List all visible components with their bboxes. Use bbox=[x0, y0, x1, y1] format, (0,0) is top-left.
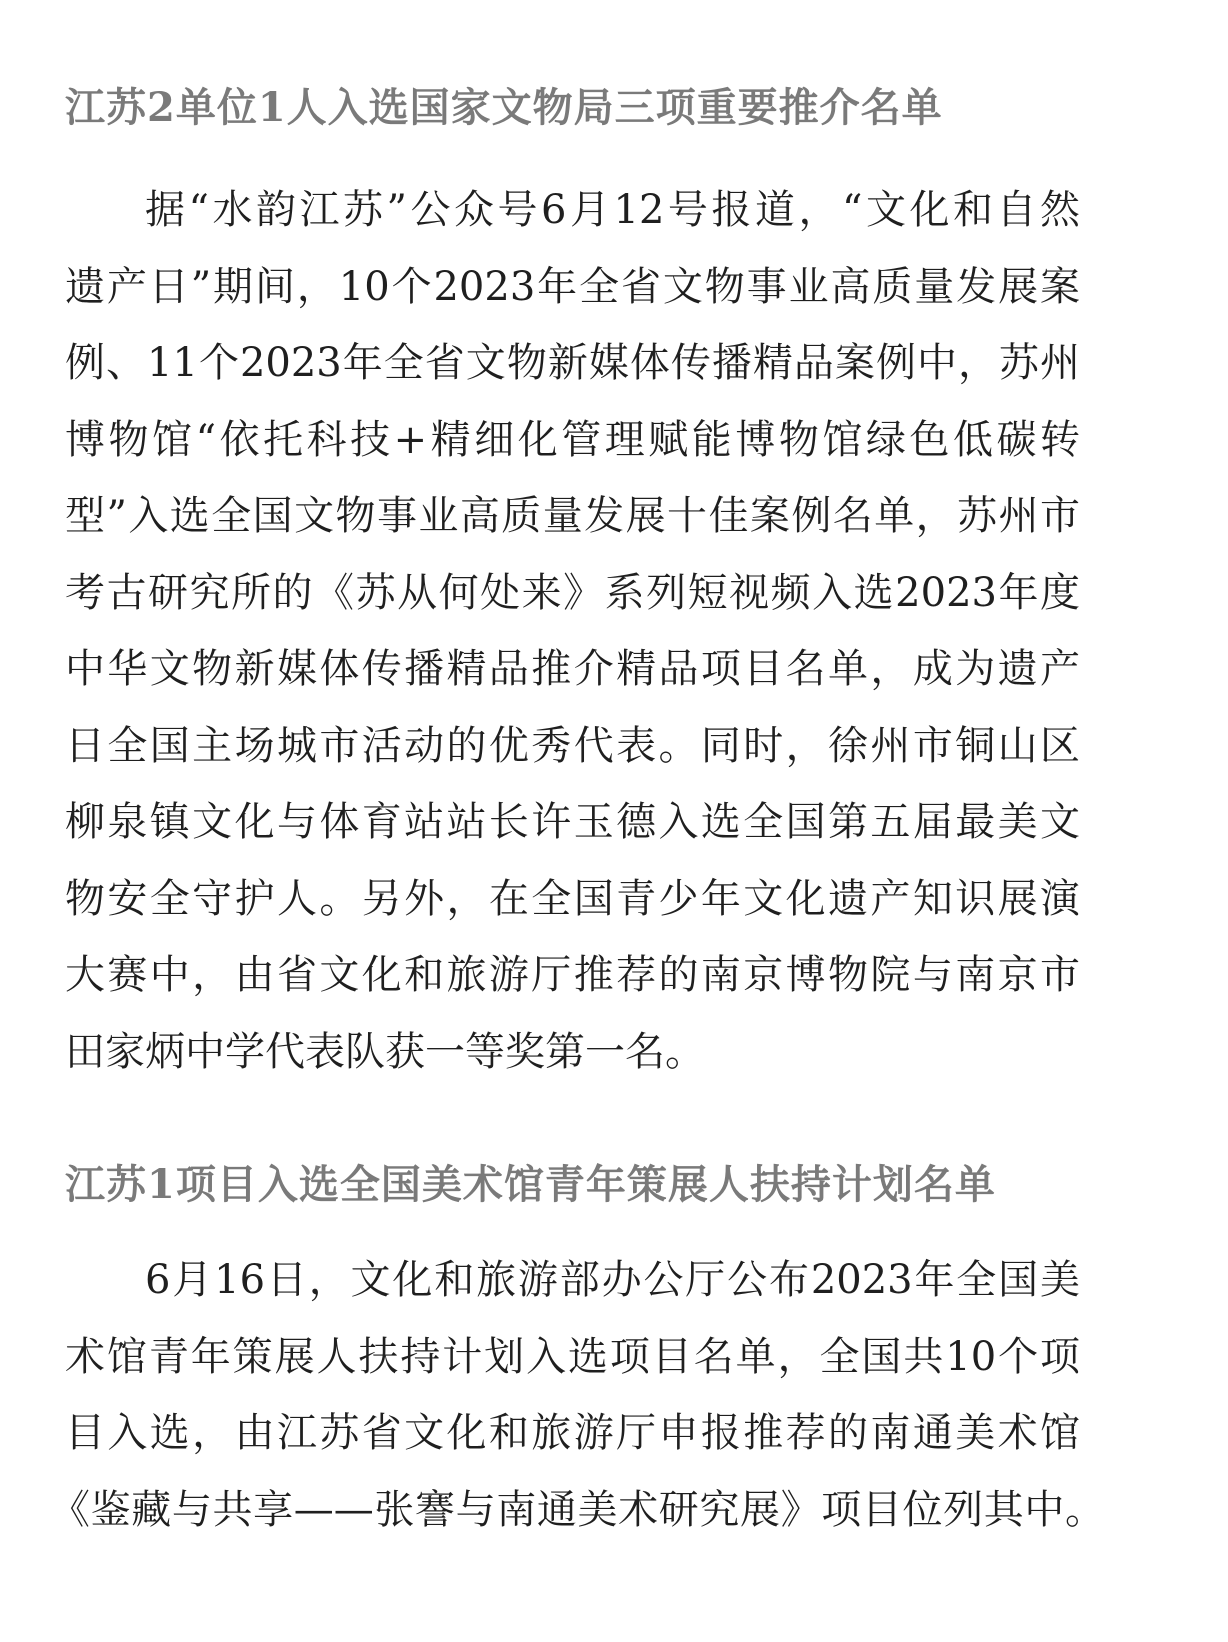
paragraph-line: 术馆青年策展人扶持计划入选项目名单，全国共10个项 bbox=[65, 1333, 1080, 1380]
paragraph-line: 大赛中，由省文化和旅游厅推荐的南京博物院与南京市 bbox=[65, 952, 1080, 998]
paragraph-line: 例、11个2023年全省文物新媒体传播精品案例中，苏州 bbox=[65, 340, 1080, 386]
paragraph bbox=[50, 1242, 1105, 1548]
paragraph-line: 《鉴藏与共享——张謇与南通美术研究展》项目位列其中。 bbox=[50, 1486, 1105, 1533]
section-heading: 江苏2单位1人入选国家文物局三项重要推介名单 bbox=[65, 84, 943, 131]
paragraph-line: 型”入选全国文物事业高质量发展十佳案例名单，苏州市 bbox=[65, 493, 1080, 539]
paragraph-line: 博物馆“依托科技+精细化管理赋能博物馆绿色低碳转 bbox=[65, 416, 1080, 463]
paragraph-line: 据“水韵江苏”公众号6月12号报道，“文化和自然 bbox=[145, 187, 1080, 233]
paragraph-line: 考古研究所的《苏从何处来》系列短视频入选2023年度 bbox=[65, 569, 1080, 616]
paragraph-line: 物安全守护人。另外，在全国青少年文化遗产知识展演 bbox=[65, 875, 1080, 922]
paragraph bbox=[65, 172, 1080, 1090]
paragraph-line: 遗产日”期间，10个2023年全省文物事业高质量发展案 bbox=[65, 263, 1080, 310]
paragraph-line: 6月16日，文化和旅游部办公厅公布2023年全国美 bbox=[145, 1257, 1080, 1303]
paragraph-line: 中华文物新媒体传播精品推介精品项目名单，成为遗产 bbox=[65, 646, 1080, 692]
paragraph-line: 目入选，由江苏省文化和旅游厅申报推荐的南通美术馆 bbox=[65, 1410, 1080, 1456]
section-heading: 江苏1项目入选全国美术馆青年策展人扶持计划名单 bbox=[65, 1161, 996, 1208]
paragraph-line: 田家炳中学代表队获一等奖第一名。 bbox=[65, 1028, 705, 1075]
paragraph-line: 柳泉镇文化与体育站站长许玉德入选全国第五届最美文 bbox=[65, 799, 1080, 845]
paragraph-line: 日全国主场城市活动的优秀代表。同时，徐州市铜山区 bbox=[65, 722, 1080, 769]
